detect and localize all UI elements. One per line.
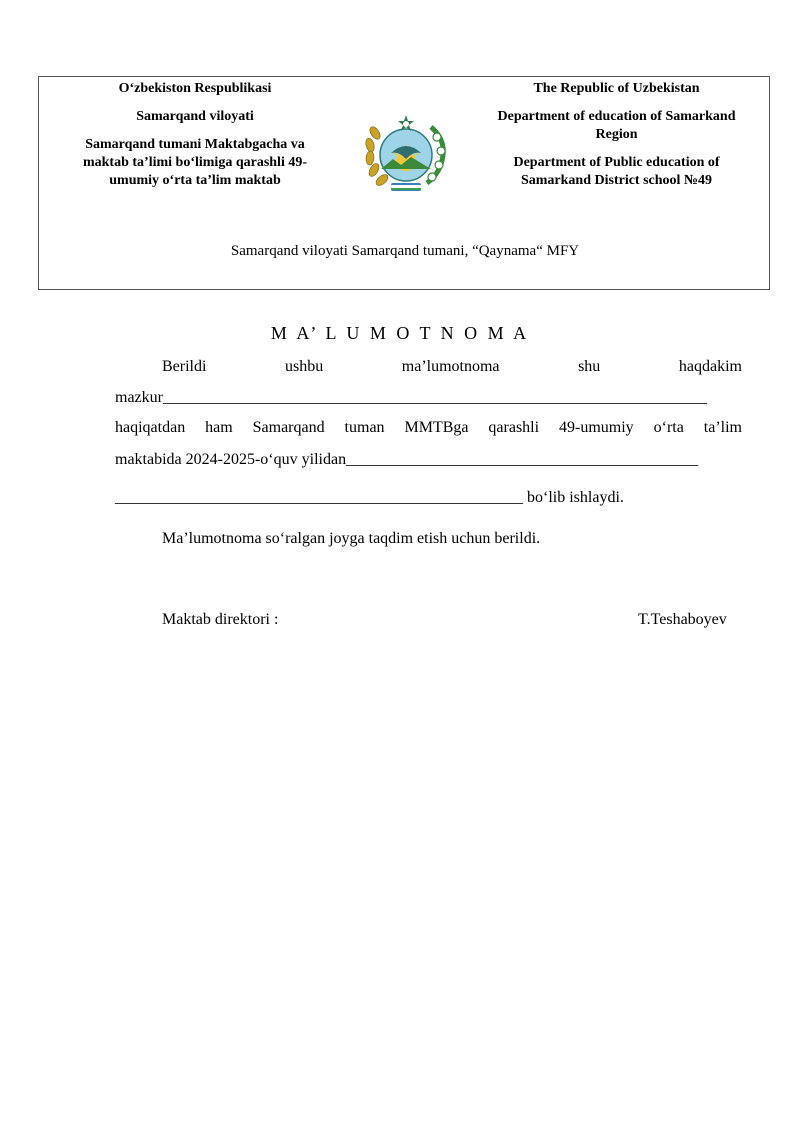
body-line-5-blank: ___________________________________________________ bo‘lib ishlaydi. (115, 489, 624, 506)
document-title: M A’ L U M O T N O M A (270, 323, 530, 343)
body-word: 49-umumiy (559, 419, 634, 436)
header-left-region: Samarqand viloyati (136, 109, 254, 124)
header-box (38, 76, 770, 290)
body-word: Berildi (162, 358, 207, 375)
body-word: haqiqatdan (115, 419, 186, 436)
body-line-2-blank: mazkur____________________________________________________________________ (115, 389, 707, 406)
body-word: ma’lumotnoma (401, 358, 500, 375)
body-word: Samarqand (252, 419, 325, 436)
body-word: qarashli (488, 419, 540, 436)
header-right-region: Department of education of Samarkand Region (497, 109, 736, 142)
body-word: MMTBga (404, 419, 469, 436)
body-word: ta’lim (703, 419, 742, 436)
header-left-school: Samarqand tumani Maktabgacha va maktab ta’limi bo‘limiga qarashli 49-umumiy o‘rta ta’lim maktab (82, 137, 307, 188)
body-word: tuman (344, 419, 385, 436)
body-line-3 (115, 418, 742, 438)
body-word: ham (205, 419, 233, 436)
body-word: o‘rta (653, 419, 684, 436)
state-emblem-icon (361, 113, 451, 195)
body-word: shu (578, 358, 601, 375)
header-right-country: The Republic of Uzbekistan (533, 81, 700, 96)
school-address: Samarqand viloyati Samarqand tumani, “Qaynama“ MFY (230, 243, 580, 259)
body-word: ushbu (284, 358, 324, 375)
body-line-4-blank: maktabida 2024-2025-o‘quv yilidan____________________________________________ (115, 451, 699, 468)
header-right-en (484, 80, 749, 190)
signature-label: Maktab direktori : (162, 611, 279, 628)
body-line-1 (162, 357, 742, 377)
body-word: haqdakim (678, 358, 742, 375)
signature-name: T.Teshaboyev (638, 611, 727, 628)
header-left-uz (79, 80, 311, 190)
header-right-school: Department of Public education of Samarkand District school №49 (513, 155, 720, 188)
purpose-text: Ma’lumotnoma so‘ralgan joyga taqdim etish uchun berildi. (162, 530, 541, 547)
header-left-country: O‘zbekiston Respublikasi (118, 81, 272, 96)
